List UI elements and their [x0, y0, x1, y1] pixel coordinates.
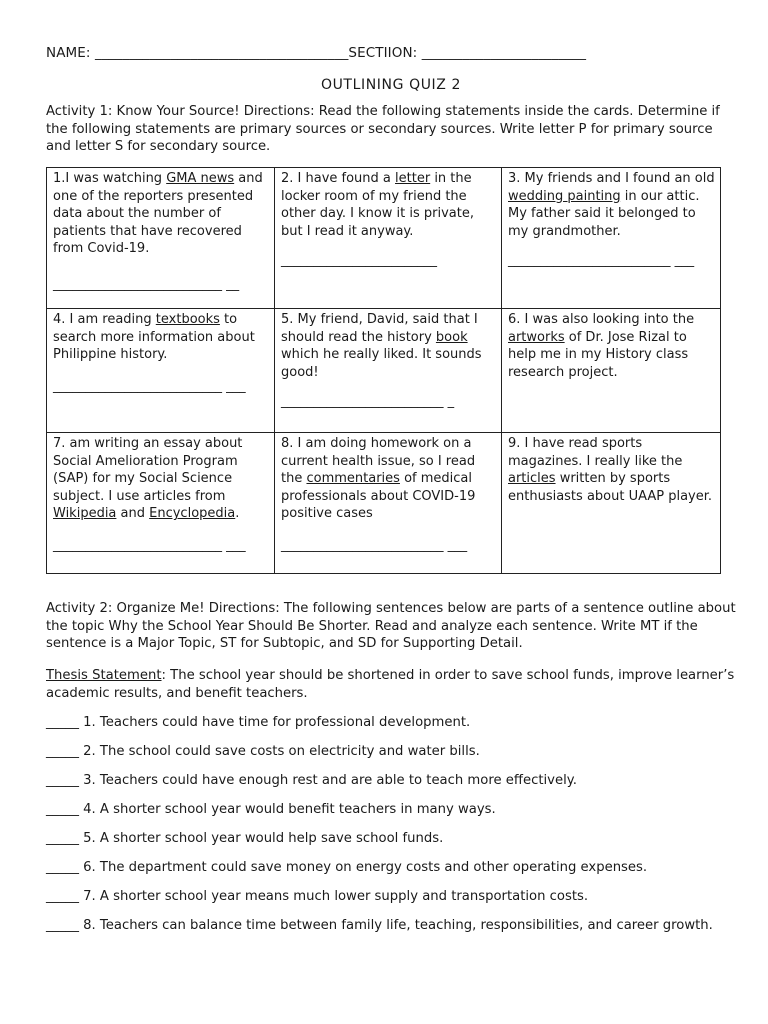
- underlined-source: book: [435, 329, 468, 345]
- table-row: [47, 309, 721, 433]
- activity2-directions: [46, 600, 736, 653]
- activity1-directions: [46, 103, 736, 156]
- answer-blank: __________________________ ___: [53, 378, 246, 394]
- outline-item-1: _____ 1. Teachers could have time for professional development.: [46, 715, 471, 730]
- answer-blank: _________________________ ___: [508, 253, 695, 269]
- section-blank: ________________________: [421, 45, 587, 61]
- underlined-source: wedding painting: [508, 188, 621, 204]
- outline-item-5: _____ 5. A shorter school year would help save school funds.: [46, 831, 444, 846]
- thesis-text: : The school year should be shortened in order to save school funds, improve learner’s academic results, and benefit teachers.: [46, 668, 735, 701]
- card-9: 9. I have read sports magazines. I really like the articles written by sports enthusiasts about UAAP player.: [502, 433, 721, 574]
- card-4: 4. I am reading textbooks to search more information about Philippine history. __________________________ ___: [47, 309, 275, 433]
- outline-item-7: _____ 7. A shorter school year means much lower supply and transportation costs.: [46, 889, 589, 904]
- outline-item-3: _____ 3. Teachers could have enough rest and are able to teach more effectively.: [46, 773, 577, 788]
- card-7: 7. am writing an essay about Social Amelioration Program (SAP) for my Social Science subject. I use articles from Wikipedia and Encyclopedia. __________________________ ___: [47, 433, 275, 574]
- underlined-source: GMA news: [166, 171, 235, 186]
- outline-item-2: _____ 2. The school could save costs on electricity and water bills.: [46, 744, 480, 759]
- underlined-source: letter: [395, 171, 431, 186]
- card-1: 1.I was watching GMA news and one of the reporters presented data about the number of patients that have recovered from Covid-19. __________________________ __: [47, 168, 275, 309]
- answer-blank: _________________________ _: [281, 394, 455, 410]
- card-2: 2. I have found a letter in the locker room of my friend the other day. I know it is private, but I read it anyway. ________________________: [275, 168, 502, 309]
- activity2-text: Organize Me! Directions: The following sentences below are parts of a sentence outline about the topic Why the School Year Should Be Shorter. Read and analyze each sentence. Write MT if the sentence is a Major Topic, ST for Subtopic, and SD for Supporting Detail.: [46, 601, 736, 651]
- underlined-source: textbooks: [155, 312, 220, 327]
- card-8: 8. I am doing homework on a current health issue, so I read the commentaries of medical professionals about COVID-19 positive cases _________________________ ___: [275, 433, 502, 574]
- answer-blank: _________________________ ___: [281, 537, 468, 553]
- activity1-label: Activity 1: [46, 104, 108, 119]
- thesis-statement: [46, 667, 736, 702]
- card-3: 3. My friends and I found an old wedding painting in our attic. My father said it belonged to my grandmother. _________________________ ___: [502, 168, 721, 309]
- card-5: 5. My friend, David, said that I should read the history book which he really liked. It sounds good! _________________________ _: [275, 309, 502, 433]
- header-line: [46, 45, 736, 61]
- activity1-text: : Know Your Source! Directions: Read the following statements inside the cards. Determine if the following statements are primary sources or secondary sources. Write letter P for primary source and letter S for secondary source.: [46, 104, 720, 154]
- page-title: OUTLINING QUIZ 2: [320, 77, 462, 93]
- activity2-label: Activity 2:: [46, 601, 113, 616]
- outline-item-8: _____ 8. Teachers can balance time between family life, teaching, responsibilities, and career growth.: [46, 918, 713, 933]
- underlined-source: artworks: [508, 329, 565, 345]
- underlined-source: commentaries: [306, 471, 400, 487]
- underlined-source: Encyclopedia: [149, 506, 236, 522]
- answer-blank: __________________________ ___: [53, 537, 246, 553]
- name-blank: _____________________________________: [94, 45, 349, 61]
- section-label: SECTIION:: [348, 45, 418, 61]
- thesis-label: Thesis Statement: [46, 668, 162, 683]
- answer-blank: ________________________: [281, 253, 437, 269]
- answer-blank: __________________________ __: [53, 276, 240, 292]
- source-cards-table: [46, 167, 721, 574]
- outline-item-4: _____ 4. A shorter school year would benefit teachers in many ways.: [46, 802, 496, 817]
- table-row: [47, 168, 721, 309]
- card-6: 6. I was also looking into the artworks of Dr. Jose Rizal to help me in my History class research project.: [502, 309, 721, 433]
- outline-item-6: _____ 6. The department could save money on energy costs and other operating expenses.: [46, 860, 648, 875]
- name-label: NAME:: [46, 45, 91, 61]
- table-row: [47, 433, 721, 574]
- underlined-source: articles: [508, 471, 556, 487]
- underlined-source: Wikipedia: [53, 506, 117, 522]
